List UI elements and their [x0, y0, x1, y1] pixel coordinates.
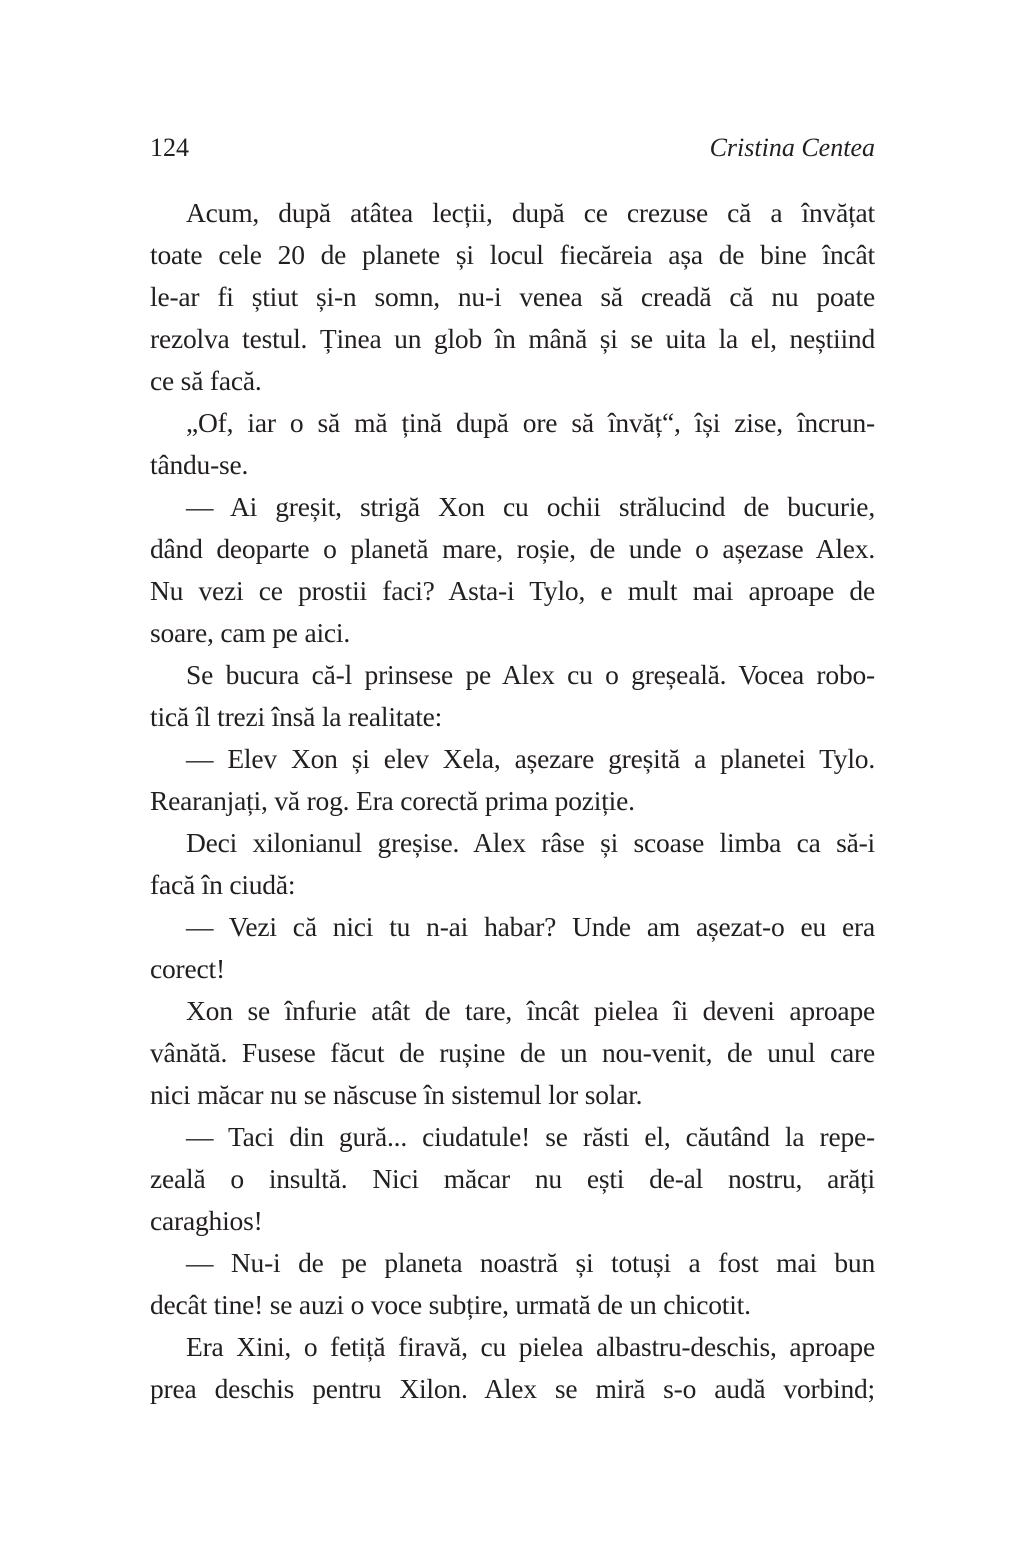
body-text [150, 192, 875, 1410]
text-line: — Taci din gură... ciudatule! se răsti el, căutând la repe- [186, 1121, 875, 1152]
text-line: decât tine! se auzi o voce subțire, urmată de un chicotit. [150, 1289, 751, 1320]
text-line: „Of, iar o să mă țină după ore să învăț“, își zise, încrun- [186, 407, 875, 438]
text-line: Deci xilonianul greșise. Alex râse și scoase limba ca să-i [186, 827, 875, 858]
text-line: dând deoparte o planetă mare, roșie, de unde o așezase Alex. [150, 533, 875, 564]
text-line: facă în ciudă: [150, 869, 296, 900]
text-line: vânătă. Fusese făcut de rușine de un nou-venit, de unul care [150, 1037, 875, 1068]
text-line: — Ai greșit, strigă Xon cu ochii strălucind de bucurie, [186, 491, 875, 522]
running-header [150, 133, 875, 169]
page-number: 124 [150, 133, 189, 162]
text-line: Era Xini, o fetiță firavă, cu pielea albastru-deschis, aproape [186, 1331, 875, 1362]
text-line: le-ar fi știut și-n somn, nu-i venea să creadă că nu poate [150, 281, 875, 312]
text-line: — Nu-i de pe planeta noastră și totuși a fost mai bun [186, 1247, 875, 1278]
text-line: Se bucura că-l prinsese pe Alex cu o greșeală. Vocea robo- [186, 659, 875, 690]
running-head-author: Cristina Centea [709, 133, 875, 162]
text-line: tică îl trezi însă la realitate: [150, 701, 443, 732]
text-line: prea deschis pentru Xilon. Alex se miră s-o audă vorbind; [150, 1373, 875, 1404]
text-line: caraghios! [150, 1205, 263, 1236]
text-line: zeală o insultă. Nici măcar nu ești de-al nostru, arăți [150, 1163, 875, 1194]
text-line: rezolva testul. Ținea un glob în mână și se uita la el, neștiind [150, 323, 875, 354]
text-line: — Vezi că nici tu n-ai habar? Unde am așezat-o eu era [186, 911, 875, 942]
text-line: tându-se. [150, 449, 249, 480]
text-line: nici măcar nu se născuse în sistemul lor solar. [150, 1079, 643, 1110]
text-line: Nu vezi ce prostii faci? Asta-i Tylo, e mult mai aproape de [150, 575, 875, 606]
text-line: Acum, după atâtea lecții, după ce crezuse că a învățat [186, 197, 875, 228]
text-line: toate cele 20 de planete și locul fiecăreia așa de bine încât [150, 239, 875, 270]
text-line: ce să facă. [150, 365, 262, 396]
text-line: Xon se înfurie atât de tare, încât pielea îi deveni aproape [186, 995, 875, 1026]
text-line: — Elev Xon și elev Xela, așezare greșită a planetei Tylo. [186, 743, 875, 774]
text-line: soare, cam pe aici. [150, 617, 351, 648]
text-line: Rearanjați, vă rog. Era corectă prima poziție. [150, 785, 635, 816]
text-line: corect! [150, 953, 225, 984]
